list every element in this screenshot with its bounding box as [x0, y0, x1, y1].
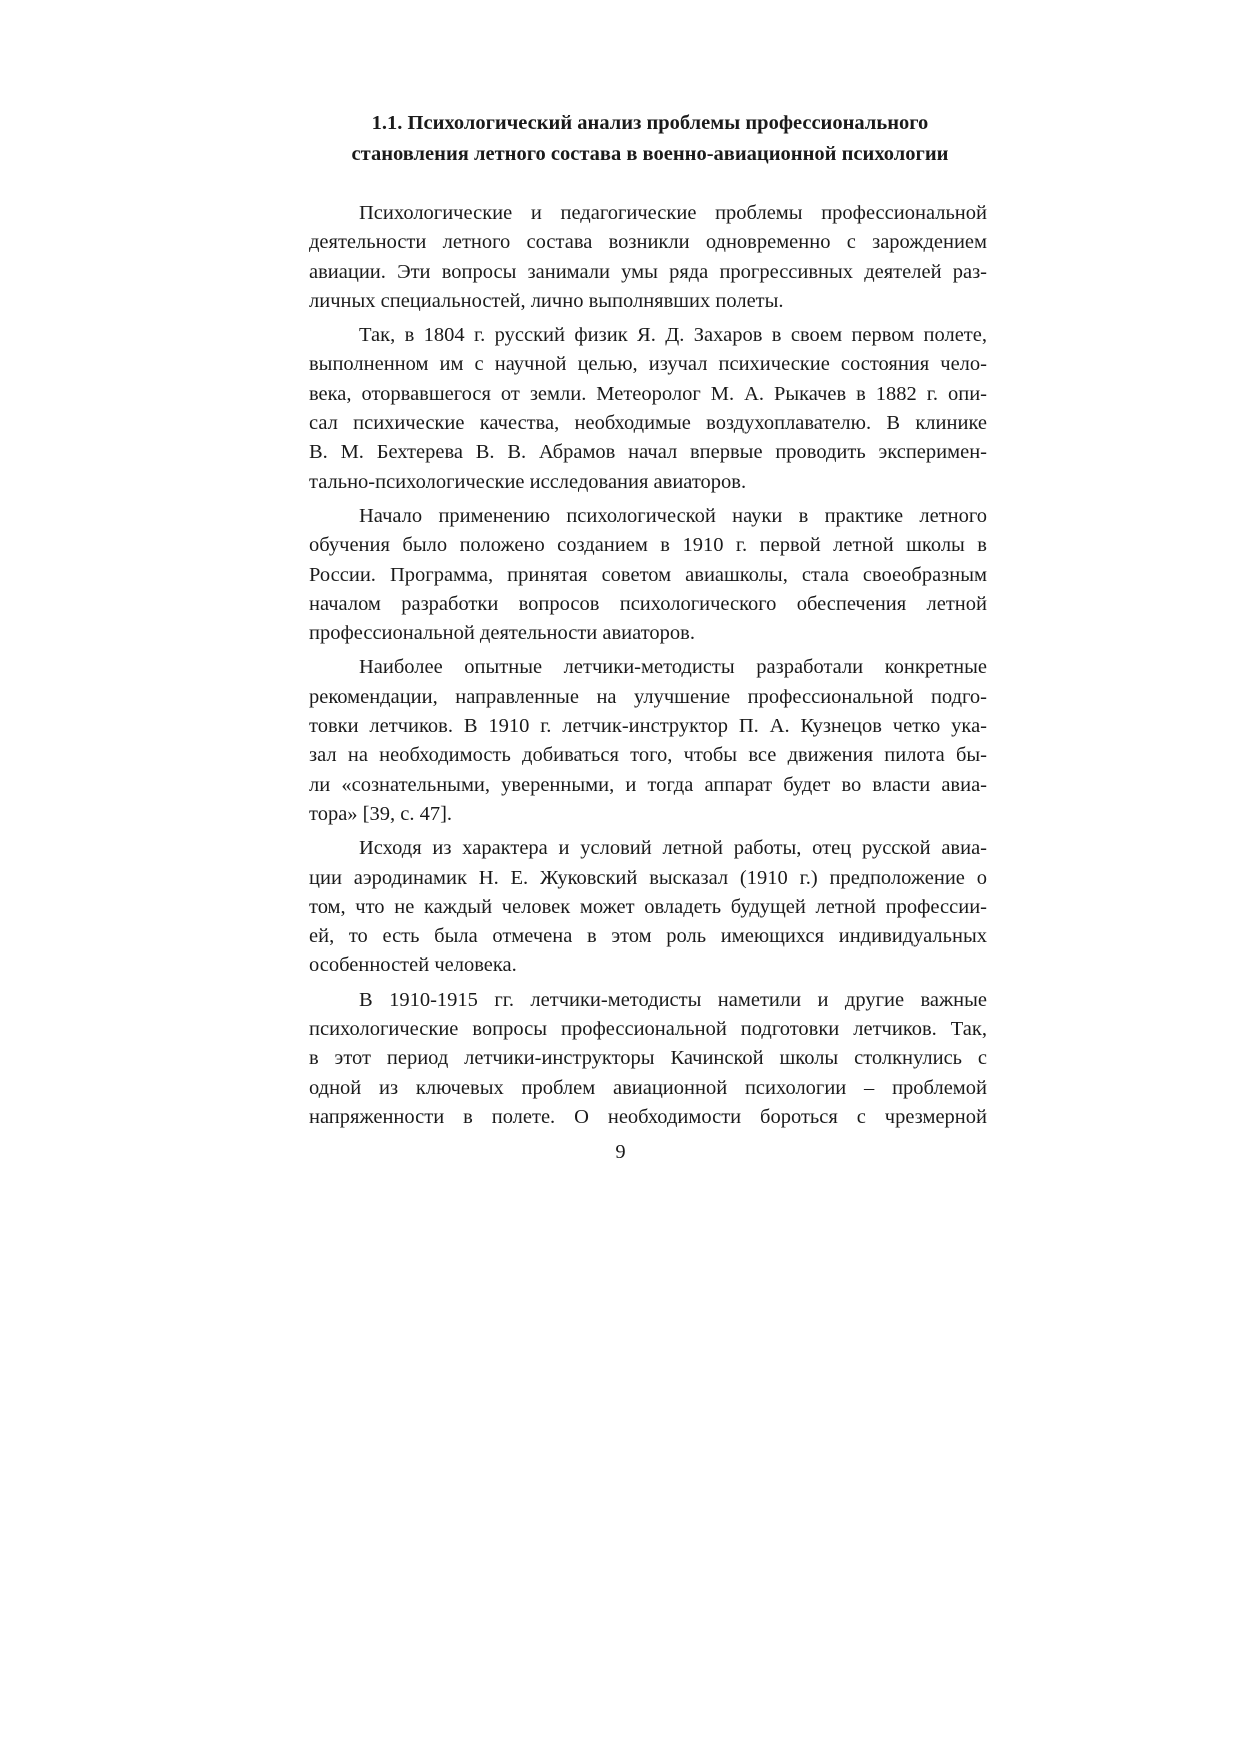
text-line: профессиональной деятельности авиаторов. [309, 622, 695, 645]
text-line: тора» [39, с. 47]. [309, 802, 453, 825]
text-line: напряженности в полете. О необходимости бороться с чрезмерной [309, 1105, 987, 1128]
text-line: том, что не каждый человек может овладеть будущей летной профессии- [309, 895, 987, 918]
text-line: рекомендации, направленные на улучшение профессиональной подго- [309, 685, 987, 708]
text-line: В. М. Бехтерева В. В. Абрамов начал впервые проводить эксперимен- [309, 441, 987, 464]
text-line: одной из ключевых проблем авиационной психологии – проблемой [309, 1076, 987, 1099]
text-line: Так, в 1804 г. русский физик Я. Д. Захаров в своем первом полете, [359, 324, 987, 347]
paragraph-3 [309, 502, 987, 648]
text-line: России. Программа, принятая советом авиашколы, стала своеобразным [309, 563, 987, 586]
text-line: выполненном им с научной целью, изучал психические состояния чело- [309, 353, 987, 376]
text-line: Исходя из характера и условий летной работы, отец русской авиа- [359, 837, 987, 860]
text-line: началом разработки вопросов психологического обеспечения летной [309, 592, 987, 615]
text-line: века, оторвавшегося от земли. Метеоролог М. А. Рыкачев в 1882 г. опи- [309, 382, 987, 405]
text-line: авиации. Эти вопросы занимали умы ряда прогрессивных деятелей раз- [309, 260, 987, 283]
paragraph-6 [309, 986, 987, 1132]
text-line: личных специальностей, лично выполнявших полеты. [309, 289, 784, 312]
paragraph-2 [309, 321, 987, 497]
section-heading [305, 108, 995, 170]
text-line: В 1910-1915 гг. летчики-методисты наметили и другие важные [359, 988, 987, 1011]
text-line: деятельности летного состава возникли одновременно с зарождением [309, 231, 987, 254]
text-line: психологические вопросы профессиональной подготовки летчиков. Так, [309, 1018, 987, 1041]
text-line: Психологические и педагогические проблемы профессиональной [359, 202, 987, 224]
paragraph-4 [309, 653, 987, 829]
section-heading-line-1: 1.1. Психологический анализ проблемы профессионального [371, 112, 929, 134]
paragraph-1 [309, 199, 987, 316]
body-text [309, 199, 987, 1137]
text-line: тально-психологические исследования авиаторов. [309, 470, 747, 493]
text-line: Начало применению психологической науки в практике летного [359, 504, 987, 527]
paragraph-5 [309, 834, 987, 980]
text-line: сал психические качества, необходимые воздухоплавателю. В клинике [309, 412, 987, 435]
section-heading-line-2: становления летного состава в военно-авиационной психологии [351, 143, 949, 165]
page-number: 9 [615, 1141, 626, 1163]
text-line: зал на необходимость добиваться того, чтобы все движения пилота бы- [309, 744, 987, 767]
text-line: ей, то есть была отмечена в этом роль имеющихся индивидуальных [309, 925, 987, 948]
text-line: Наиболее опытные летчики-методисты разработали конкретные [359, 656, 987, 679]
text-line: обучения было положено созданием в 1910 г. первой летной школы в [309, 534, 987, 557]
text-line: ли «сознательными, уверенными, и тогда аппарат будет во власти авиа- [309, 773, 987, 796]
text-line: в этот период летчики-инструкторы Качинской школы столкнулись с [309, 1047, 987, 1070]
text-line: особенностей человека. [309, 954, 517, 977]
text-line: товки летчиков. В 1910 г. летчик-инструктор П. А. Кузнецов четко ука- [309, 715, 987, 738]
text-line: ции аэродинамик Н. Е. Жуковский высказал (1910 г.) предположение о [309, 866, 987, 889]
